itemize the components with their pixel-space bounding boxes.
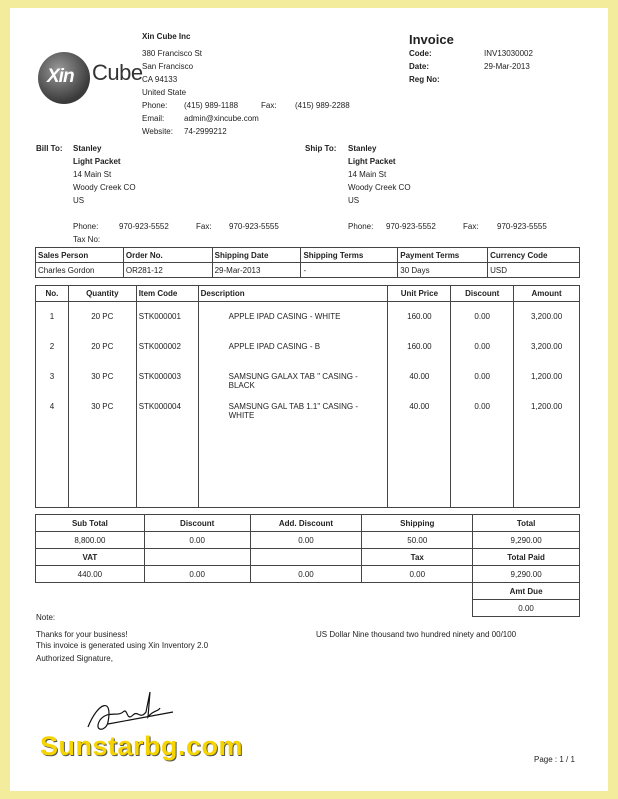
table-row (36, 302, 580, 332)
item-no: 3 (36, 362, 69, 392)
company-website-label: Website: (142, 127, 173, 136)
tax-value: 0.00 (362, 566, 473, 583)
table-row (36, 362, 580, 392)
invoice-date: 29-Mar-2013 (484, 62, 530, 71)
signature-label: Authorized Signature, (36, 654, 113, 663)
item-unit-price: 160.00 (388, 332, 451, 362)
company-address-1: 380 Francisco St (142, 49, 203, 58)
order-header-shipping-date: Shipping Date (212, 248, 301, 263)
order-header-order-no: Order No. (123, 248, 212, 263)
company-email: admin@xincube.com (184, 114, 259, 123)
order-info-table (35, 247, 580, 278)
company-logo-icon: Xin (38, 52, 90, 104)
watermark-logo: Sunstarbg.com (40, 731, 244, 761)
company-fax-label: Fax: (261, 101, 277, 110)
totals-header-discount: Discount (144, 515, 250, 532)
bill-to-name: Stanley (73, 144, 102, 153)
bill-to-fax-label: Fax: (196, 222, 212, 231)
item-discount: 0.00 (451, 332, 514, 362)
items-header-amount: Amount (514, 286, 580, 302)
ship-to-street: 14 Main St (348, 170, 387, 179)
totals-header-shipping: Shipping (362, 515, 473, 532)
shipping-value: 50.00 (362, 532, 473, 549)
item-amount: 1,200.00 (514, 392, 580, 422)
totals-header-subtotal: Sub Total (36, 515, 145, 532)
items-header-discount: Discount (451, 286, 514, 302)
item-discount: 0.00 (451, 362, 514, 392)
thanks-text: Thanks for your business! (36, 630, 128, 639)
amt-due-label: Amt Due (473, 583, 580, 600)
order-no: OR281-12 (123, 263, 212, 278)
item-amount: 3,200.00 (514, 332, 580, 362)
order-currency-code: USD (488, 263, 580, 278)
items-header-description: Description (198, 286, 388, 302)
note-label: Note: (36, 613, 56, 622)
bill-to-phone: 970-923-5552 (119, 222, 169, 231)
item-description: APPLE IPAD CASING - WHITE (198, 302, 388, 332)
order-shipping-terms: - (301, 263, 398, 278)
item-unit-price: 40.00 (388, 362, 451, 392)
item-discount: 0.00 (451, 302, 514, 332)
total-paid-label: Total Paid (473, 549, 580, 566)
ship-to-country: US (348, 196, 360, 205)
order-header-sales-person: Sales Person (36, 248, 124, 263)
invoice-code-label: Code: (409, 49, 432, 58)
item-description: SAMSUNG GAL TAB 1.1" CASING - WHITE (198, 392, 388, 422)
bill-to-label: Bill To: (36, 144, 63, 153)
totals-header-add-discount: Add. Discount (250, 515, 362, 532)
tax-label: Tax (362, 549, 473, 566)
item-unit-price: 40.00 (388, 392, 451, 422)
item-quantity: 30 PC (68, 362, 136, 392)
bill-to-fax: 970-923-5555 (229, 222, 279, 231)
company-address-3: CA 94133 (142, 75, 178, 84)
item-code: STK000002 (136, 332, 198, 362)
invoice-page (10, 8, 608, 791)
vat-value: 440.00 (36, 566, 145, 583)
company-fax: (415) 989-2288 (295, 101, 350, 110)
table-row (36, 332, 580, 362)
ship-to-company: Light Packet (348, 157, 396, 166)
item-no: 4 (36, 392, 69, 422)
bill-to-tax-label: Tax No: (73, 235, 101, 244)
order-shipping-date: 29-Mar-2013 (212, 263, 301, 278)
company-email-label: Email: (142, 114, 165, 123)
order-header-payment-terms: Payment Terms (398, 248, 488, 263)
items-header-unit-price: Unit Price (388, 286, 451, 302)
discount-value: 0.00 (144, 532, 250, 549)
items-header-no: No. (36, 286, 69, 302)
item-code: STK000001 (136, 302, 198, 332)
ship-to-fax-label: Fax: (463, 222, 479, 231)
invoice-title: Invoice (409, 32, 454, 47)
order-header-shipping-terms: Shipping Terms (301, 248, 398, 263)
bill-to-country: US (73, 196, 85, 205)
page-number: Page : 1 / 1 (534, 755, 575, 764)
item-quantity: 20 PC (68, 302, 136, 332)
ship-to-label: Ship To: (305, 144, 337, 153)
company-name: Xin Cube Inc (142, 32, 191, 41)
items-table (35, 285, 580, 508)
item-amount: 1,200.00 (514, 362, 580, 392)
bill-to-street: 14 Main St (73, 170, 112, 179)
vat-add-discount-value: 0.00 (250, 566, 362, 583)
totals-table (35, 514, 580, 617)
invoice-date-label: Date: (409, 62, 430, 71)
vat-label: VAT (36, 549, 145, 566)
item-no: 1 (36, 302, 69, 332)
item-code: STK000004 (136, 392, 198, 422)
company-address-4: United State (142, 88, 187, 97)
item-amount: 3,200.00 (514, 302, 580, 332)
bill-to-city: Woody Creek CO (73, 183, 136, 192)
invoice-code: INV13030002 (484, 49, 533, 58)
items-header-quantity: Quantity (68, 286, 136, 302)
invoice-reg-label: Reg No: (409, 75, 440, 84)
company-phone-label: Phone: (142, 101, 168, 110)
item-unit-price: 160.00 (388, 302, 451, 332)
ship-to-fax: 970-923-5555 (497, 222, 547, 231)
items-header-item-code: Item Code (136, 286, 198, 302)
item-quantity: 30 PC (68, 392, 136, 422)
company-phone: (415) 989-1188 (184, 101, 239, 110)
table-row (36, 392, 580, 422)
item-code: STK000003 (136, 362, 198, 392)
ship-to-city: Woody Creek CO (348, 183, 411, 192)
amt-due-value: 0.00 (473, 600, 580, 617)
ship-to-phone-label: Phone: (348, 222, 374, 231)
subtotal-value: 8,800.00 (36, 532, 145, 549)
vat-discount-value: 0.00 (144, 566, 250, 583)
totals-header-total: Total (473, 515, 580, 532)
order-header-currency-code: Currency Code (488, 248, 580, 263)
item-no: 2 (36, 332, 69, 362)
bill-to-company: Light Packet (73, 157, 121, 166)
bill-to-phone-label: Phone: (73, 222, 99, 231)
item-description: APPLE IPAD CASING - B (198, 332, 388, 362)
item-discount: 0.00 (451, 392, 514, 422)
total-value: 9,290.00 (473, 532, 580, 549)
item-quantity: 20 PC (68, 332, 136, 362)
order-sales-person: Charles Gordon (36, 263, 124, 278)
company-address-2: San Francisco (142, 62, 194, 71)
total-paid-value: 9,290.00 (473, 566, 580, 583)
item-description: SAMSUNG GALAX TAB " CASING - BLACK (198, 362, 388, 392)
ship-to-name: Stanley (348, 144, 377, 153)
add-discount-value: 0.00 (250, 532, 362, 549)
generated-text: This invoice is generated using Xin Inventory 2.0 (36, 641, 209, 650)
ship-to-phone: 970-923-5552 (386, 222, 436, 231)
amount-in-words: US Dollar Nine thousand two hundred ninety and 00/100 (316, 630, 517, 639)
company-website: 74-2999212 (184, 127, 227, 136)
order-payment-terms: 30 Days (398, 263, 488, 278)
logo-text: Cube (92, 60, 143, 85)
